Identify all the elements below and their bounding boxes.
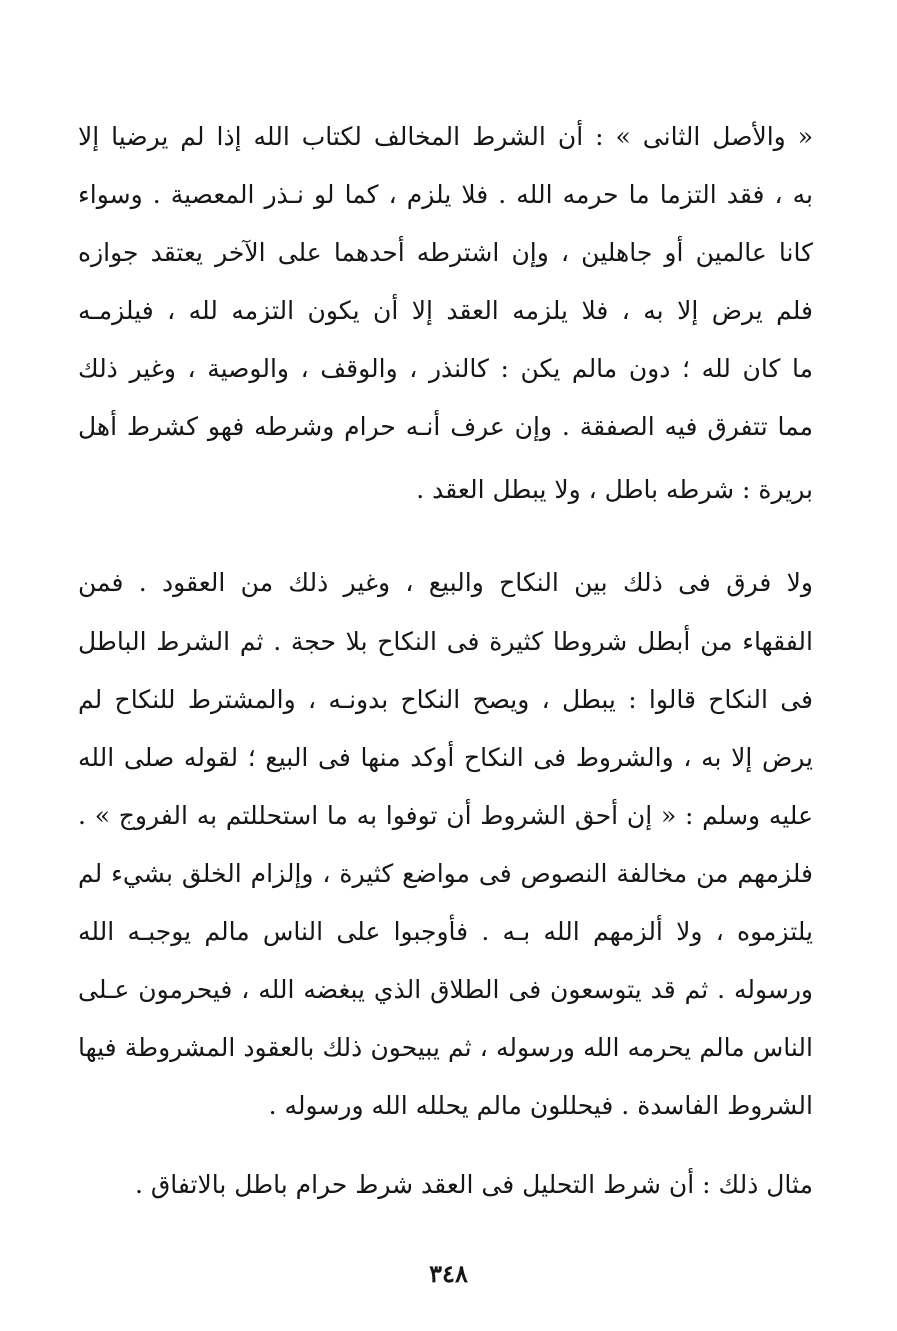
paragraph-2-line-9: الناس مالم يحرمه الله ورسوله ، ثم يبيحون ذلك بالعقود المشروطة فيها (78, 1033, 813, 1062)
page-number: ٣٤٨ (429, 1259, 468, 1288)
paragraph-2-line-5: عليه وسلم : « إن أحق الشروط أن توفوا به ما استحللتم به الفروج » . (78, 801, 813, 830)
paragraph-1-line-4: فلم يرض إلا به ، فلا يلزمه العقد إلا أن يكون التزمه لله ، فيلزمـه (78, 296, 813, 325)
paragraph-1-line-7: بريرة : شرطه باطل ، ولا يبطل العقد . (416, 475, 813, 504)
paragraph-2-line-10: الشروط الفاسدة . فيحللون مالم يحلله الله ورسوله . (268, 1091, 813, 1120)
paragraph-1-line-5: ما كان لله ؛ دون مالم يكن : كالنذر ، والوقف ، والوصية ، وغير ذلك (78, 354, 813, 383)
paragraph-1-line-1: « والأصل الثانى » : أن الشرط المخالف لكتاب الله إذا لم يرضيا إلا (78, 122, 813, 151)
paragraph-2-line-4: يرض إلا به ، والشروط فى النكاح أوكد منها فى البيع ؛ لقوله صلى الله (78, 743, 813, 772)
paragraph-2-line-7: يلتزموه ، ولا ألزمهم الله بـه . فأوجبوا على الناس مالم يوجبـه الله (78, 917, 813, 946)
paragraph-1-line-3: كانا عالمين أو جاهلين ، وإن اشترطه أحدهما على الآخر يعتقد جوازه (78, 238, 813, 267)
paragraph-2-line-6: فلزمهم من مخالفة النصوص فى مواضع كثيرة ، وإلزام الخلق بشيء لم (78, 859, 813, 888)
paragraph-3-line-1: مثال ذلك : أن شرط التحليل فى العقد شرط حرام باطل بالاتفاق . (134, 1170, 813, 1199)
paragraph-2-line-3: فى النكاح قالوا : يبطل ، ويصح النكاح بدونـه ، والمشترط للنكاح لم (78, 685, 813, 714)
paragraph-1-line-2: به ، فقد التزما ما حرمه الله . فلا يلزم ، كما لو نـذر المعصية . وسواء (78, 180, 813, 209)
paragraph-2-line-2: الفقهاء من أبطل شروطا كثيرة فى النكاح بلا حجة . ثم الشرط الباطل (78, 627, 813, 656)
paragraph-1-line-6: مما تتفرق فيه الصفقة . وإن عرف أنـه حرام وشرطه فهو كشرط أهل (78, 412, 813, 441)
paragraph-2-line-8: ورسوله . ثم قد يتوسعون فى الطلاق الذي يبغضه الله ، فيحرمون عـلى (78, 975, 813, 1004)
paragraph-2-line-1: ولا فرق فى ذلك بين النكاح والبيع ، وغير ذلك من العقود . فمن (78, 568, 813, 597)
